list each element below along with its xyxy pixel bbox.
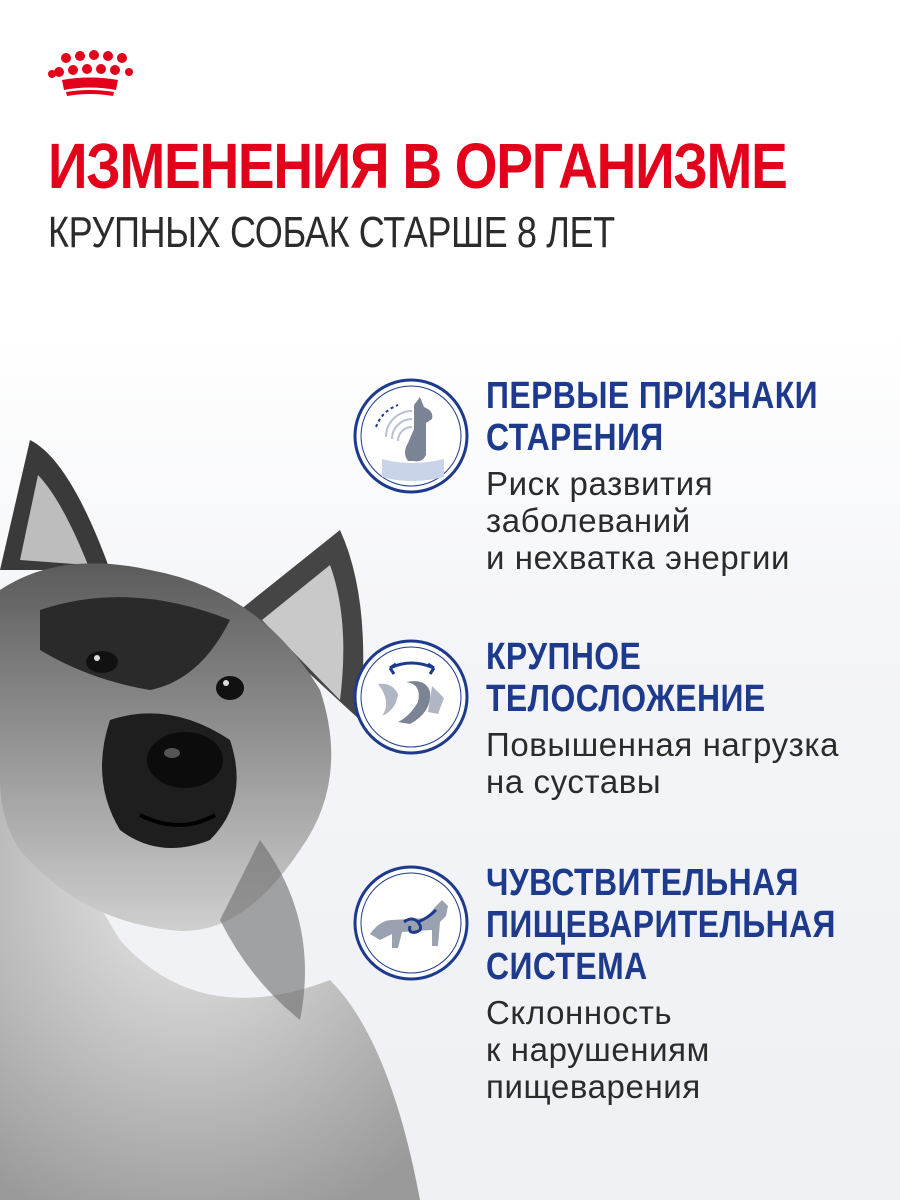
feature-title: ПЕРВЫЕ ПРИЗНАКИ СТАРЕНИЯ <box>486 375 818 459</box>
digestive-dog-icon <box>352 864 470 982</box>
crown-logo-icon <box>46 50 134 98</box>
joint-icon <box>352 638 470 756</box>
page-subtitle: КРУПНЫХ СОБАК СТАРШЕ 8 ЛЕТ <box>48 208 615 257</box>
aging-dog-icon <box>352 377 470 495</box>
page-title: ИЗМЕНЕНИЯ В ОРГАНИЗМЕ <box>48 130 787 202</box>
feature-description: Риск развития заболеваний и нехватка энергии <box>486 465 791 576</box>
german-shepherd-photo <box>0 420 420 1200</box>
feature-description: Склонность к нарушениям пищеварения <box>486 994 710 1105</box>
feature-title: ЧУВСТВИТЕЛЬНАЯ ПИЩЕВАРИТЕЛЬНАЯ СИСТЕМА <box>486 862 836 988</box>
feature-title: КРУПНОЕ ТЕЛОСЛОЖЕНИЕ <box>486 636 766 720</box>
feature-description: Повышенная нагрузка на суставы <box>486 726 840 800</box>
